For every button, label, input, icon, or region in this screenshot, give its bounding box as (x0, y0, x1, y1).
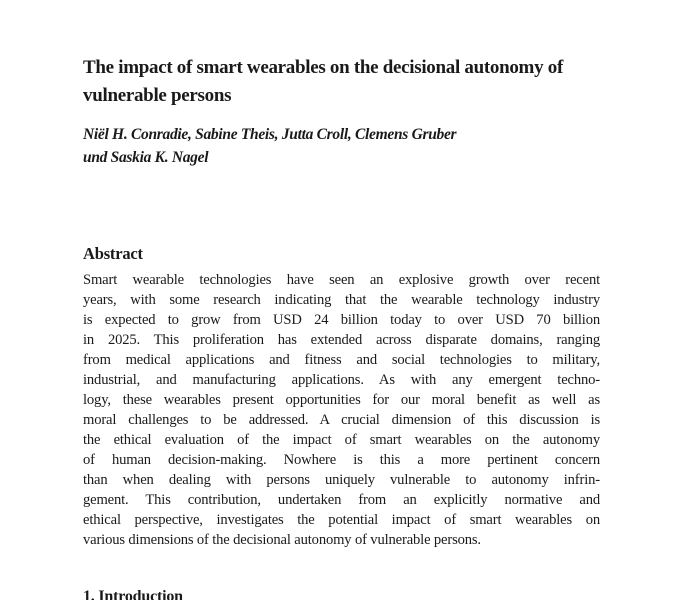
abstract-line: moral challenges to be addressed. A crucial dimension of this discussion is (83, 412, 600, 428)
paper-title-line: The impact of smart wearables on the decisional autonomy of (83, 57, 563, 78)
abstract-line: in 2025. This proliferation has extended across disparate domains, ranging (83, 332, 600, 348)
abstract-text (83, 270, 600, 550)
section-heading-introduction: 1. Introduction (83, 588, 183, 600)
abstract-heading: Abstract (83, 244, 143, 263)
abstract-line: of human decision-making. Nowhere is this a more pertinent concern (83, 452, 600, 468)
abstract-line: from medical applications and fitness and social technologies to military, (83, 352, 600, 368)
paper-title-line: vulnerable persons (83, 85, 232, 106)
abstract-line: gement. This contribution, undertaken from an explicitly normative and (83, 492, 600, 508)
abstract-line: years, with some research indicating that the wearable technology industry (83, 292, 600, 308)
paper-authors (83, 124, 643, 169)
abstract-line: Smart wearable technologies have seen an explosive growth over recent (83, 272, 600, 288)
abstract-line: the ethical evaluation of the impact of smart wearables on the autonomy (83, 432, 600, 448)
abstract-line: ethical perspective, investigates the potential impact of smart wearables on (83, 512, 600, 528)
abstract-line: logy, these wearables present opportunities for our moral benefit as well as (83, 392, 600, 408)
paper-title (83, 54, 643, 110)
abstract-line: various dimensions of the decisional autonomy of vulnerable persons. (83, 532, 481, 548)
abstract-line: than when dealing with persons uniquely vulnerable to autonomy infrin- (83, 472, 600, 488)
abstract-line: is expected to grow from USD 24 billion today to over USD 70 billion (83, 312, 600, 328)
abstract-line: industrial, and manufacturing applications. As with any emergent techno- (83, 372, 600, 388)
paper-authors-line: und Saskia K. Nagel (83, 148, 209, 166)
paper-authors-line: Niël H. Conradie, Sabine Theis, Jutta Croll, Clemens Gruber (83, 126, 457, 143)
